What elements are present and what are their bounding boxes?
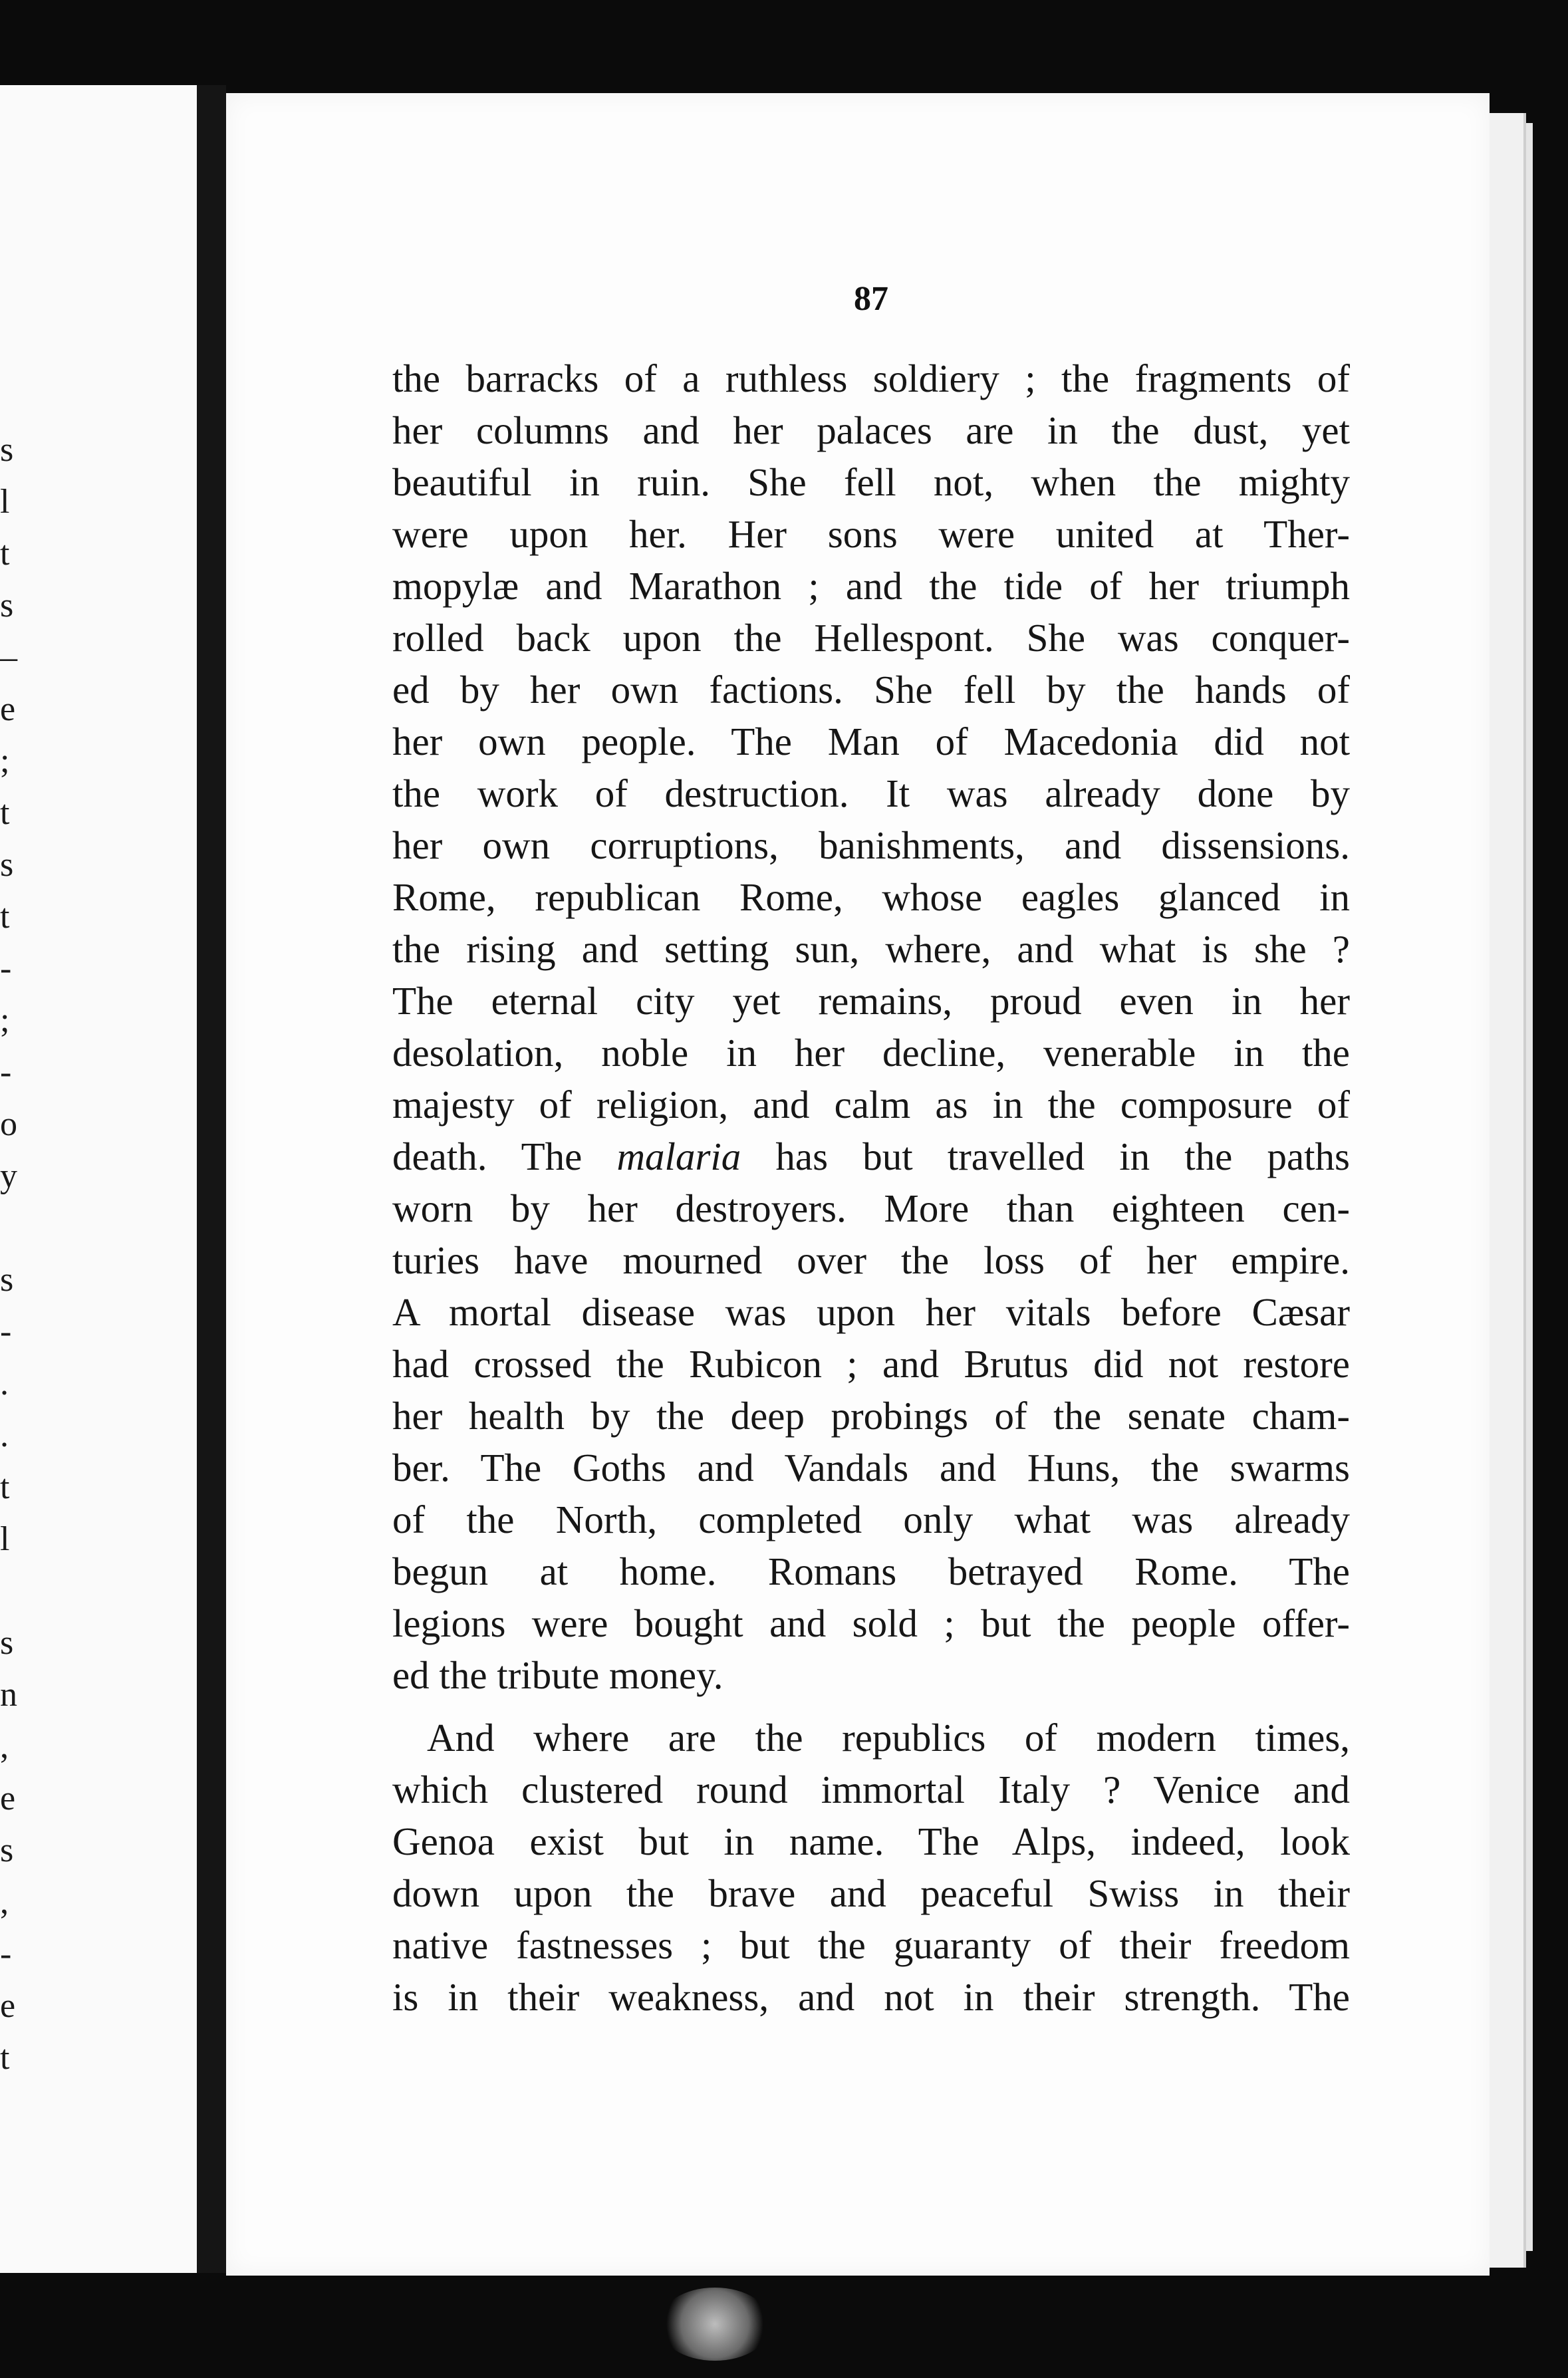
text-line: beautiful in ruin. She fell not, when the mighty [392,460,1350,504]
left-fragment-char: s [0,1261,14,1299]
left-fragment-char: t [0,1468,10,1506]
left-fragment-char: s [0,587,14,624]
left-fragment-char: t [0,794,10,832]
left-fragment-char: l [0,483,10,521]
text-line: her own corruptions, banishments, and dissensions. [392,823,1350,867]
text-line: had crossed the Rubicon ; and Brutus did not restore [392,1342,1350,1386]
text-line: ed the tribute money. [392,1653,723,1697]
left-fragment-char: ; [0,1001,10,1039]
paragraph [392,352,1350,1701]
text-line: majesty of religion, and calm as in the composure of [392,1083,1350,1126]
left-page-text-fragment [0,424,27,2084]
left-fragment-char: t [0,898,10,936]
page-number: 87 [854,280,888,318]
text-line: which clustered round immortal Italy ? Venice and [392,1768,1350,1811]
left-fragment-char: . [0,1365,9,1402]
left-fragment-char: s [0,1624,14,1662]
text-run: has but travelled in the paths [741,1134,1350,1178]
left-fragment-char: s [0,846,14,884]
text-line: begun at home. Romans betrayed Rome. The [392,1549,1350,1593]
left-fragment-char: - [0,1313,12,1351]
text-line: her columns and her palaces are in the dust, yet [392,408,1350,452]
text-line: Genoa exist but in name. The Alps, indeed, look [392,1819,1350,1863]
text-line: down upon the brave and peaceful Swiss in their [392,1871,1350,1915]
text-run: death. The [392,1134,617,1178]
text-line [392,1130,1350,1182]
italic-word: malaria [616,1134,741,1178]
text-line: the rising and setting sun, where, and what is she ? [392,927,1350,971]
left-facing-page [0,85,197,2273]
text-line: the barracks of a ruthless soldiery ; the fragments of [392,356,1350,400]
left-fragment-char: e [0,690,16,728]
text-line: ber. The Goths and Vandals and Huns, the swarms [392,1446,1350,1490]
left-fragment-char: , [0,1883,9,1921]
left-fragment-char: s [0,1831,14,1869]
left-fragment-char: n [0,1676,17,1714]
left-fragment-char: - [0,1053,12,1091]
left-fragment-char: s [0,431,14,469]
left-fragment-char: l [0,1520,10,1558]
left-fragment-char: – [0,638,17,676]
book-gutter [197,85,226,2273]
left-fragment-char: - [0,950,12,988]
left-fragment-char: e [0,1987,16,2025]
text-line: ed by her own factions. She fell by the hands of [392,668,1350,712]
text-line: is in their weakness, and not in their strength. The [392,1975,1350,2019]
left-fragment-char [0,1565,27,1617]
text-line: the work of destruction. It was already done by [392,771,1350,815]
left-fragment-char: , [0,1728,9,1766]
left-fragment-char: t [0,535,10,573]
left-fragment-char: - [0,1935,12,1973]
text-line: And where are the republics of modern times, [427,1716,1350,1760]
text-line: legions were bought and sold ; but the people offer- [392,1601,1350,1645]
left-fragment-char: t [0,2039,10,2077]
text-line: were upon her. Her sons were united at Ther- [392,512,1350,556]
left-fragment-char: . [0,1416,9,1454]
left-fragment-char [0,1202,27,1254]
text-line: A mortal disease was upon her vitals before Cæsar [392,1290,1350,1334]
page-body-text [392,352,1350,2023]
text-line: native fastnesses ; but the guaranty of their freedom [392,1923,1350,1967]
left-fragment-char: o [0,1105,17,1143]
left-fragment-char: y [0,1157,17,1195]
text-line: mopylæ and Marathon ; and the tide of her triumph [392,564,1350,608]
book-page [226,93,1490,2276]
text-line: turies have mourned over the loss of her empire. [392,1238,1350,1282]
text-line: Rome, republican Rome, whose eagles glanced in [392,875,1350,919]
text-line: The eternal city yet remains, proud even in her [392,979,1350,1023]
scan-stain [658,2288,771,2361]
text-line: rolled back upon the Hellespont. She was conquer- [392,616,1350,660]
text-line: her health by the deep probings of the senate cham- [392,1394,1350,1438]
text-line: her own people. The Man of Macedonia did not [392,720,1350,763]
text-line: worn by her destroyers. More than eighteen cen- [392,1186,1350,1230]
text-line: desolation, noble in her decline, venerable in the [392,1031,1350,1075]
left-fragment-char: e [0,1780,16,1817]
text-line: of the North, completed only what was already [392,1498,1350,1541]
left-fragment-char: ; [0,742,10,780]
paragraph [392,1712,1350,2023]
